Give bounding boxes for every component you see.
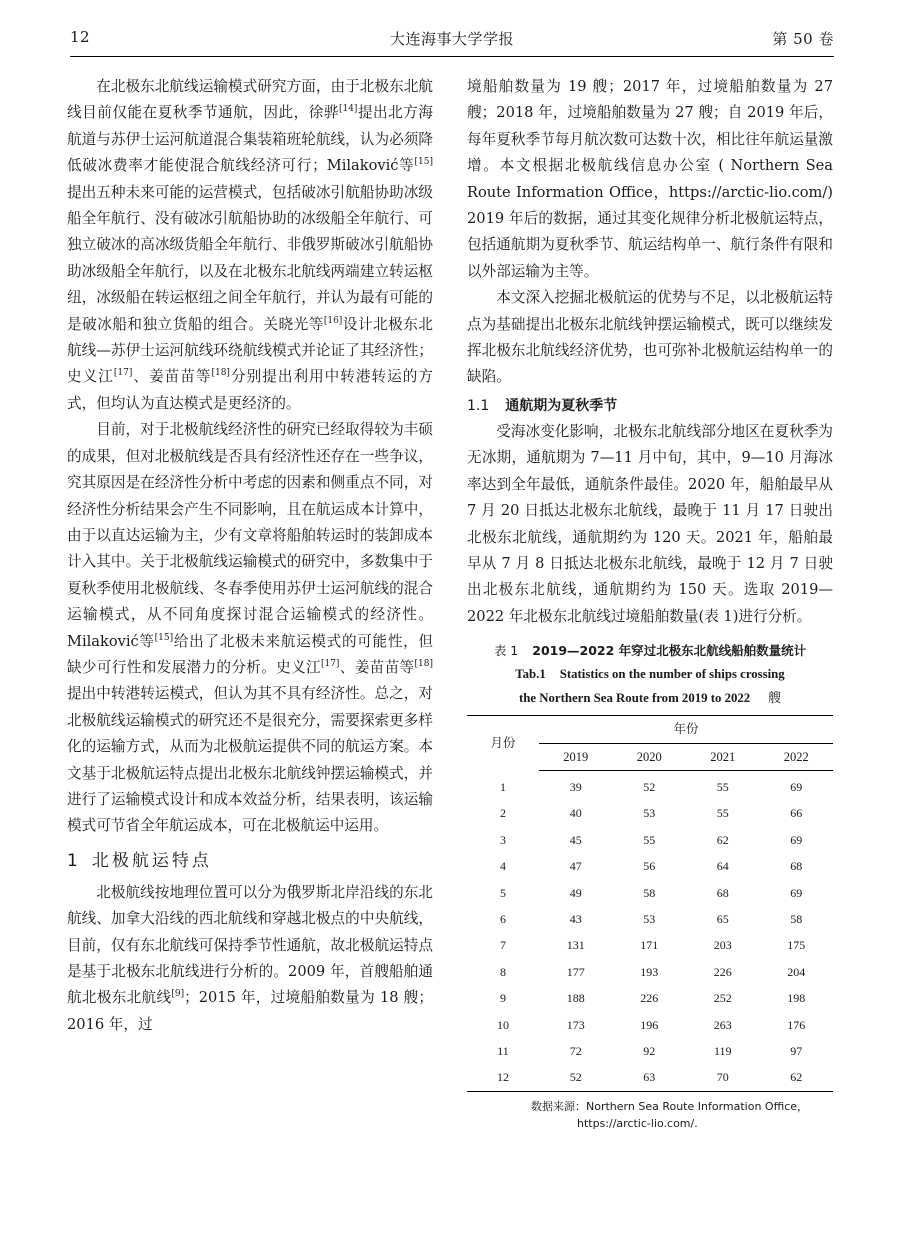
paragraph: 北极航线按地理位置可以分为俄罗斯北岸沿线的东北航线、加拿大沿线的西北航线和穿越北极点的中央航线，目前，仅有东北航线可保持季节性通航，故北极航运特点是基于北极东北航线进行分析的。2009 年，首艘船舶通航北极东北航线[9]；2015 年，过境船舶数量为 18 艘；2016 年，过 (67, 883, 433, 1033)
value-cell: 198 (787, 991, 806, 1006)
column-header-year-group: 年份 (539, 716, 833, 743)
value-cell: 226 (640, 991, 659, 1006)
ships-table (467, 715, 833, 1092)
value-cell: 52 (643, 779, 656, 794)
citation-ref[interactable]: [17] (113, 368, 133, 379)
value-cell: 263 (713, 1017, 732, 1032)
value-cell: 39 (569, 779, 582, 794)
paragraph: 境船舶数量为 19 艘；2017 年，过境船舶数量为 27 艘；2018 年，过境船舶数量为 27 艘；自 2019 年后，每年夏秋季节每月航次数可达数十次，相比往年航运量激增。本文根据北极航线信息办公室 ( Northern Sea Route Information Office，https://arctic-lio.com/) 2019 年后的数据，通过其变化规律分析北极航运特点，包括通航期为夏秋季节、航运结构单一、航行条件有限和以外部运输为主等。 (467, 78, 833, 280)
column-header-year: 2019 (539, 743, 613, 770)
table-row (467, 932, 833, 958)
value-cell: 58 (790, 911, 803, 926)
value-cell: 196 (640, 1017, 659, 1032)
value-cell: 204 (787, 964, 806, 979)
table-row (467, 880, 833, 906)
table-row (467, 853, 833, 879)
citation-ref[interactable]: [15] (154, 632, 174, 643)
month-cell: 4 (500, 859, 506, 874)
table-caption-cn: 表 1 2019—2022 年穿过北极东北航线船舶数量统计 (493, 643, 807, 659)
volume-number: 第 50 卷 (772, 30, 834, 48)
value-cell: 119 (713, 1044, 732, 1058)
value-cell: 68 (716, 885, 729, 900)
paragraph: 在北极东北航线运输模式研究方面，由于北极东北航线目前仅能在夏秋季节通航，因此，徐骅[14]提出北方海航道与苏伊士运河航道混合集装箱班轮航线，认为必须降低破冰费率才能使混合航线经济可行；Milaković等[15]提出五种未来可能的运营模式，包括破冰引航船协助冰级船全年航行、没有破冰引航船协助的冰级船全年航行、可独立破冰的高冰级货船全年航行、非俄罗斯破冰引航船协助冰级船全年航行，以及在北极东北航线两端建立转运枢纽，冰级船在转运枢纽之间全年航行，并认为最有可能的是破冰船和独立货船的组合。关晓光等[16]设计北极东北航线—苏伊士运河航线环绕航线模式并论证了其经济性；史义江[17]、姜苗苗等[18]分别提出利用中转港转运的方式，但均认为直达模式是更经济的。 (67, 78, 433, 412)
table-unit: 艘 (768, 691, 781, 707)
right-column (467, 74, 833, 1132)
value-cell: 55 (716, 779, 729, 794)
value-cell: 72 (569, 1044, 582, 1058)
table-row (467, 800, 833, 826)
table-row (467, 1012, 833, 1038)
value-cell: 62 (716, 832, 729, 847)
value-cell: 55 (716, 806, 729, 821)
value-cell: 252 (713, 991, 732, 1006)
value-cell: 49 (569, 885, 582, 900)
left-column (67, 74, 433, 1038)
value-cell: 56 (643, 859, 656, 874)
column-header-month: 月份 (490, 736, 516, 751)
month-cell: 5 (500, 885, 506, 900)
value-cell: 97 (790, 1044, 803, 1058)
month-cell: 6 (500, 911, 506, 926)
value-cell: 45 (569, 832, 582, 847)
month-cell: 10 (497, 1017, 509, 1032)
value-cell: 66 (790, 806, 803, 821)
citation-ref[interactable]: [18] (211, 368, 230, 379)
citation-ref[interactable]: [16] (323, 315, 343, 326)
value-cell: 58 (643, 885, 656, 900)
value-cell: 69 (790, 885, 803, 900)
paragraph: 目前，对于北极航线经济性的研究已经取得较为丰硕的成果，但对北极航线是否具有经济性还存在一些争议，究其原因是在经济性分析中考虑的因素和侧重点不同，对经济性分析结果会产生不同影响，且在航运成本计算中，由于以直达运输为主，少有文章将船舶转运时的装卸成本计入其中。关于北极航线运输模式的研究中，多数集中于夏秋季使用北极航线、冬春季使用苏伊士运河航线的混合运输模式，从不同角度探讨混合运输模式的经济性。Milaković等[15]给出了北极未来航运模式的可能性，但缺少可行性和发展潜力的分析。史义江[17]、姜苗苗等[18]提出中转港转运模式，但认为其不具有经济性。总之，对北极航线运输模式的研究还不是很充分，需要探索更多样化的运输方式，从而为北极航运提供不同的航运方案。本文基于北极航运特点提出北极东北航线钟摆运输模式，并进行了运输模式设计和成本效益分析，结果表明，该运输模式可节省全年航运成本，可在北极航运中运用。 (67, 421, 433, 835)
citation-ref[interactable]: [14] (338, 104, 358, 115)
value-cell: 65 (716, 911, 729, 926)
value-cell: 173 (566, 1017, 585, 1032)
value-cell: 52 (569, 1070, 582, 1085)
paragraph: 本文深入挖掘北极航运的优势与不足，以北极航运特点为基础提出北极东北航线钟摆运输模式，既可以继续发挥北极东北航线经济优势，也可弥补北极航运结构单一的缺陷。 (467, 289, 833, 386)
value-cell: 62 (790, 1070, 803, 1085)
value-cell: 68 (790, 859, 803, 874)
table-row (467, 985, 833, 1011)
value-cell: 53 (643, 911, 656, 926)
citation-ref[interactable]: [9] (171, 989, 185, 1000)
value-cell: 188 (566, 991, 585, 1006)
journal-title: 大连海事大学学报 (389, 30, 514, 48)
value-cell: 176 (787, 1017, 806, 1032)
value-cell: 193 (640, 964, 659, 979)
month-cell: 9 (500, 991, 506, 1006)
month-cell: 11 (497, 1044, 509, 1058)
column-header-year: 2022 (760, 743, 834, 770)
citation-ref[interactable]: [18] (414, 658, 433, 669)
value-cell: 131 (566, 938, 585, 953)
table-row (467, 959, 833, 985)
page-header (70, 22, 834, 57)
value-cell: 47 (569, 859, 582, 874)
value-cell: 175 (787, 938, 806, 953)
value-cell: 53 (643, 806, 656, 821)
month-cell: 3 (500, 832, 506, 847)
value-cell: 55 (643, 832, 656, 847)
value-cell: 43 (569, 911, 582, 926)
month-cell: 2 (500, 806, 506, 821)
value-cell: 203 (713, 938, 732, 953)
table-row (467, 827, 833, 853)
table-row (467, 770, 833, 800)
value-cell: 63 (643, 1070, 656, 1085)
month-cell: 8 (500, 964, 506, 979)
table-caption-en: Tab.1 Statistics on the number of ships crossing the Northern Sea Route from 2019 to 2022 艘 (515, 667, 785, 707)
value-cell: 171 (640, 938, 659, 953)
table-row (467, 906, 833, 932)
value-cell: 69 (790, 832, 803, 847)
table-row (467, 1038, 833, 1064)
citation-ref[interactable]: [15] (414, 157, 433, 168)
month-cell: 7 (500, 938, 506, 953)
citation-ref[interactable]: [17] (320, 658, 340, 669)
value-cell: 69 (790, 779, 803, 794)
paragraph: 受海冰变化影响，北极东北航线部分地区在夏秋季为无冰期，通航期为 7—11 月中旬，其中，9—10 月海冰率达到全年最低，通航条件最佳。2020 年，船舶最早从 7 月 20 日抵达北极东北航线，最晚于 11 月 17 日驶出北极东北航线，通航期约为 120 天。2021 年，船舶最早从 7 月 8 日抵达北极东北航线，最晚于 12 月 7 日驶出北极东北航线，通航期约为 150 天。选取 2019—2022 年北极东北航线过境船舶数量(表 1)进行分析。 (467, 422, 833, 625)
value-cell: 226 (713, 964, 732, 979)
column-header-year: 2020 (613, 743, 687, 770)
subsection-heading: 1.1 通航期为夏秋季节 (467, 397, 618, 414)
value-cell: 40 (569, 806, 582, 821)
table-row (467, 1064, 833, 1091)
month-cell: 12 (497, 1070, 509, 1085)
column-header-year: 2021 (686, 743, 760, 770)
page-number: 12 (70, 28, 91, 46)
value-cell: 64 (716, 859, 729, 874)
month-cell: 1 (500, 779, 506, 794)
value-cell: 92 (643, 1044, 656, 1058)
table-source: 数据来源：Northern Sea Route Information Office， https://arctic-lio.com/. (531, 1099, 809, 1130)
value-cell: 70 (716, 1070, 729, 1085)
value-cell: 177 (566, 964, 585, 979)
section-heading: 1 北极航运特点 (67, 850, 212, 871)
